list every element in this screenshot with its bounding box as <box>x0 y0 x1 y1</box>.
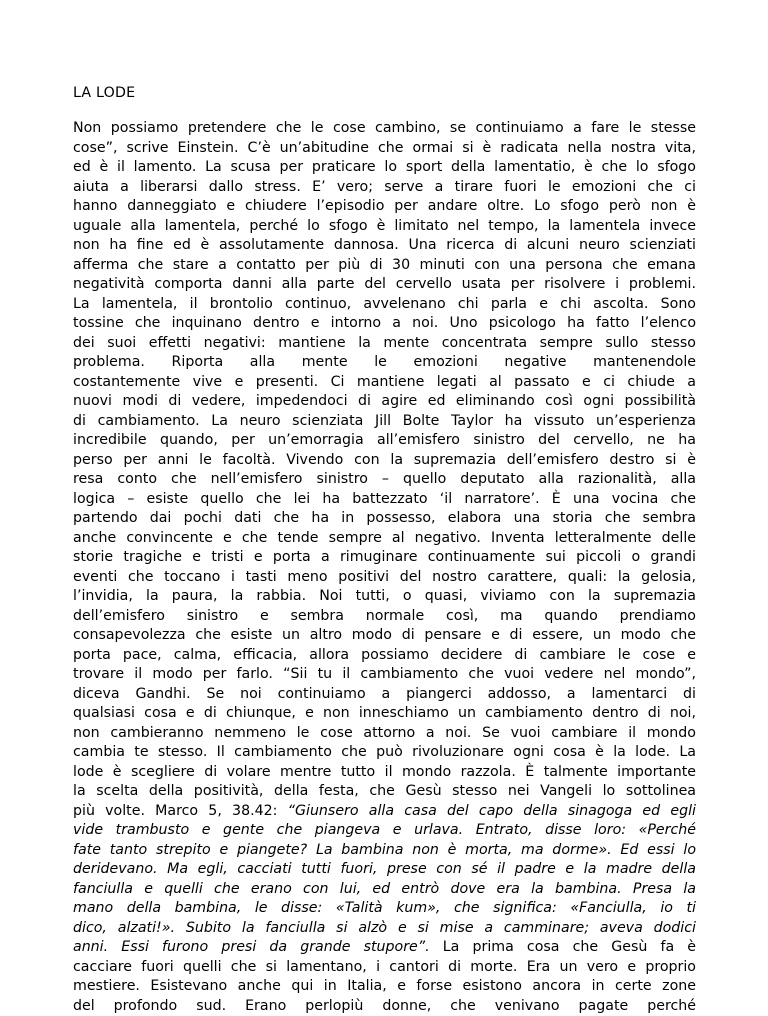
text-line <box>73 490 696 510</box>
line-text: mestiere. Esistevano anche qui in Italia, e forse esistono ancora in certe zone <box>73 978 696 994</box>
line-text: consapevolezza che esiste un altro modo di pensare e di essere, un modo che <box>73 627 696 643</box>
line-text: diceva Gandhi. Se noi continuiamo a piangerci addosso, a lamentarci di <box>73 686 696 702</box>
text-line <box>73 743 696 763</box>
line-text: costantemente vive e presenti. Ci mantiene legati al passato e ci chiude a <box>73 374 696 390</box>
text-line <box>73 178 696 198</box>
line-text: anche convincente e che tende sempre al negativo. Inventa letteralmente delle <box>73 530 696 546</box>
quoted-text: fanciulla e quelli che erano con lui, ed entrò dove era la bambina. Presa la <box>73 881 696 897</box>
text-line <box>73 509 696 529</box>
text-line <box>73 295 696 315</box>
text-line <box>73 236 696 256</box>
text-line <box>73 197 696 217</box>
text-line <box>73 392 696 412</box>
text-line <box>73 782 696 802</box>
quoted-text: anni. Essi furono presi da grande stupore”. <box>73 939 430 955</box>
quoted-text: vide trambusto e gente che piangeva e urlava. Entrato, disse loro: «Perché <box>73 822 696 838</box>
line-text: l’invidia, la paura, la rabbia. Noi tutti, o quasi, viviamo con la supremazia <box>73 588 696 604</box>
text-line <box>73 451 696 471</box>
quoted-text: “Giunsero alla casa del capo della sinagoga ed egli <box>288 803 696 819</box>
line-text: porta pace, calma, efficacia, allora possiamo decidere di cambiare le cose e <box>73 647 696 663</box>
line-text: trovare il modo per farlo. “Sii tu il cambiamento che vuoi vedere nel mondo”, <box>73 666 696 682</box>
line-text: non cambieranno nemmeno le cose attorno a noi. Se vuoi cambiare il mondo <box>73 725 696 741</box>
text-line <box>73 919 696 939</box>
text-line <box>73 665 696 685</box>
text-line <box>73 529 696 549</box>
text-line <box>73 841 696 861</box>
line-text: nuovi modi di vedere, impedendoci di agire ed eliminando così ogni possibilità <box>73 393 696 409</box>
text-line <box>73 548 696 568</box>
text-line <box>73 314 696 334</box>
text-line <box>73 373 696 393</box>
quoted-text: deridevano. Ma egli, cacciati tutti fuori, prese con sé il padre e la madre della <box>73 861 696 877</box>
line-text: perso per anni le facoltà. Vivendo con la supremazia dell’emisfero destro si è <box>73 452 696 468</box>
line-text: ed è il lamento. La scusa per praticare lo sport della lamentatio, è che lo sfogo <box>73 159 696 175</box>
line-text: la scelta della positività, della festa, che Gesù stesso nei Vangeli lo sottolinea <box>73 783 696 799</box>
line-text: storie tragiche e tristi e porta a rimuginare continuamente sui piccoli o grandi <box>73 549 696 565</box>
text-line <box>73 821 696 841</box>
text-line <box>73 334 696 354</box>
text-line <box>73 880 696 900</box>
line-text: cacciare fuori quelli che si lamentano, i cantori di morte. Era un vero e proprio <box>73 959 696 975</box>
body-paragraph <box>73 119 696 1016</box>
line-text: problema. Riporta alla mente le emozioni negative mantenendole <box>73 354 696 370</box>
line-text: Non possiamo pretendere che le cose cambino, se continuiamo a fare le stesse <box>73 120 696 136</box>
line-text: cose”, scrive Einstein. C’è un’abitudine che ormai si è radicata nella nostra vita, <box>73 140 696 156</box>
quoted-text: mano della bambina, le disse: «Talità kum», che significa: «Fanciulla, io ti <box>73 900 696 916</box>
line-text: dei suoi effetti negativi: mantiene la mente concentrata sempre sullo stesso <box>73 335 696 351</box>
text-line <box>73 997 696 1016</box>
text-line <box>73 353 696 373</box>
text-line <box>73 139 696 159</box>
text-line <box>73 724 696 744</box>
line-text: non ha fine ed è assolutamente dannosa. Una ricerca di alcuni neuro scienziati <box>73 237 696 253</box>
text-line <box>73 217 696 237</box>
text-line <box>73 607 696 627</box>
line-text: qualsiasi cosa e di chiunque, e non inneschiamo un cambiamento dentro di noi, <box>73 705 696 721</box>
text-line <box>73 626 696 646</box>
line-text: hanno danneggiato e chiudere l’episodio per andare oltre. Lo sfogo però non è <box>73 198 696 214</box>
text-line <box>73 899 696 919</box>
text-line <box>73 587 696 607</box>
text-line <box>73 704 696 724</box>
text-line <box>73 646 696 666</box>
text-line <box>73 256 696 276</box>
text-line <box>73 685 696 705</box>
line-text: La prima cosa che Gesù fa è <box>430 939 696 955</box>
line-text: logica – esiste quello che lei ha battezzato ‘il narratore’. È una vocina che <box>73 491 696 507</box>
document-title: LA LODE <box>73 84 135 104</box>
text-line <box>73 158 696 178</box>
line-text: tossine che inquinano dentro e intorno a noi. Uno psicologo ha fatto l’elenco <box>73 315 696 331</box>
quoted-text: fate tanto strepito e piangete? La bambina non è morta, ma dorme». Ed essi lo <box>73 842 696 858</box>
text-line <box>73 119 696 139</box>
text-line <box>73 802 696 822</box>
line-text: cambia te stesso. Il cambiamento che può rivoluzionare ogni cosa è la lode. La <box>73 744 696 760</box>
line-text: negatività comporta danni alla parte del cervello usata per risolvere i problemi. <box>73 276 696 292</box>
line-text: lode è scegliere di volare mentre tutto il mondo razzola. È talmente importante <box>73 764 696 780</box>
line-text: più volte. Marco 5, 38.42: <box>73 803 288 819</box>
line-text: di cambiamento. La neuro scienziata Jill Bolte Taylor ha vissuto un’esperienza <box>73 413 696 429</box>
text-line <box>73 860 696 880</box>
line-text: incredibile quando, per un’emorragia all’emisfero sinistro del cervello, ne ha <box>73 432 696 448</box>
line-text: resa conto che nell’emisfero sinistro – quello deputato alla razionalità, alla <box>73 471 696 487</box>
text-line <box>73 763 696 783</box>
quoted-text: dico, alzati!». Subito la fanciulla si alzò e si mise a camminare; aveva dodici <box>73 920 696 936</box>
text-line <box>73 431 696 451</box>
line-text: eventi che toccano i tasti meno positivi del nostro carattere, quali: la gelosia, <box>73 569 696 585</box>
line-text: uguale alla lamentela, perché lo sfogo è limitato nel tempo, la lamentela invece <box>73 218 696 234</box>
text-line <box>73 958 696 978</box>
text-line <box>73 568 696 588</box>
text-line <box>73 412 696 432</box>
line-text: afferma che stare a contatto per più di 30 minuti con una persona che emana <box>73 257 696 273</box>
text-line <box>73 470 696 490</box>
line-text: La lamentela, il brontolio continuo, avvelenano chi parla e chi ascolta. Sono <box>73 296 696 312</box>
text-line <box>73 275 696 295</box>
line-text: partendo dai pochi dati che ha in possesso, elabora una storia che sembra <box>73 510 696 526</box>
line-text: dell’emisfero sinistro e sembra normale così, ma quando prendiamo <box>73 608 696 624</box>
line-text: aiuta a liberarsi dallo stress. E’ vero; serve a tirare fuori le emozioni che ci <box>73 179 696 195</box>
line-text: del profondo sud. Erano perlopiù donne, che venivano pagate perché <box>73 998 696 1014</box>
text-line <box>73 938 696 958</box>
